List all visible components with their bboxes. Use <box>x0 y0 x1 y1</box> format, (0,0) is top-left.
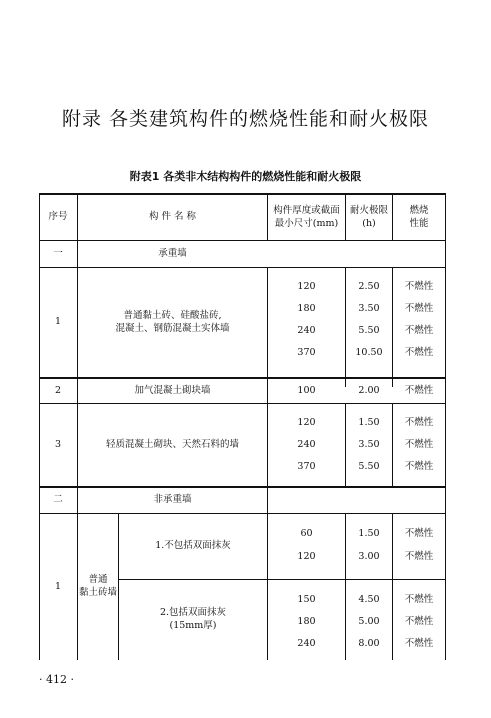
perf-value: 不燃性 <box>404 438 434 450</box>
header-name: 构 件 名 称 <box>148 211 197 223</box>
section-title: 承重墙 <box>158 247 187 259</box>
perf-value: 不燃性 <box>404 302 434 314</box>
section-seq: 一 <box>53 247 63 259</box>
section-seq: 二 <box>53 494 63 506</box>
perf-value: 不燃性 <box>404 550 434 562</box>
row-name: 轻质混凝土砌块、天然石料的墙 <box>105 438 239 450</box>
table-border-right <box>445 193 446 660</box>
perf-value: 不燃性 <box>404 460 434 472</box>
page-title: 附录 各类建筑构件的燃烧性能和耐火极限 <box>61 108 430 130</box>
thickness-value: 370 <box>297 460 316 472</box>
thickness-value: 150 <box>297 593 316 605</box>
row-name: 加气混凝土砌块墙 <box>134 384 211 396</box>
perf-value: 不燃性 <box>404 527 434 539</box>
perf-value: 不燃性 <box>404 593 434 605</box>
perf-value: 不燃性 <box>404 346 434 358</box>
page-number: · 412 · <box>39 673 74 686</box>
thickness-value: 240 <box>297 637 316 649</box>
limit-value: 5.50 <box>358 324 380 336</box>
header-thickness: 构件厚度或截面 最小尺寸(mm) <box>273 204 340 229</box>
thickness-value: 180 <box>297 302 316 314</box>
row-name: 普通 黏土砖墙 <box>78 574 117 598</box>
thickness-value: 370 <box>297 346 316 358</box>
section-title: 非承重墙 <box>153 494 192 506</box>
perf-value: 不燃性 <box>404 637 434 649</box>
limit-value: 1.50 <box>358 416 380 428</box>
limit-value: 3.50 <box>358 302 380 314</box>
row-seq: 1 <box>54 316 62 328</box>
limit-value: 2.50 <box>358 280 380 292</box>
fire-resistance-table <box>39 193 446 660</box>
row-seq: 1 <box>54 580 62 592</box>
limit-value: 4.50 <box>358 593 380 605</box>
limit-value: 10.50 <box>355 346 383 358</box>
thickness-value: 180 <box>297 615 316 627</box>
limit-value: 5.50 <box>358 460 380 472</box>
row-seq: 2 <box>54 384 62 396</box>
thickness-value: 60 <box>300 527 313 539</box>
header-seq: 序号 <box>48 211 68 223</box>
sub-name: 2.包括双面抹灰 (15mm厚) <box>159 607 227 631</box>
thickness-value: 120 <box>297 280 316 292</box>
row-seq: 3 <box>54 438 62 450</box>
limit-value: 5.00 <box>358 615 380 627</box>
thickness-value: 120 <box>297 550 316 562</box>
sub-name: 1.不包括双面抹灰 <box>155 540 231 552</box>
perf-value: 不燃性 <box>404 615 434 627</box>
limit-value: 8.00 <box>358 637 380 649</box>
thickness-value: 240 <box>297 438 316 450</box>
limit-value: 3.50 <box>358 438 380 450</box>
perf-value: 不燃性 <box>404 384 434 396</box>
limit-value: 1.50 <box>358 527 380 539</box>
perf-value: 不燃性 <box>404 324 434 336</box>
row-name: 普通黏土砖、硅酸盐砖, 混凝土、钢筋混凝土实体墙 <box>115 309 230 334</box>
table-caption: 附表1 各类非木结构构件的燃烧性能和耐火极限 <box>129 170 362 183</box>
perf-value: 不燃性 <box>404 416 434 428</box>
perf-value: 不燃性 <box>404 280 434 292</box>
thickness-value: 240 <box>297 324 316 336</box>
limit-value: 3.00 <box>358 550 380 562</box>
thickness-value: 120 <box>297 416 316 428</box>
header-perf: 燃烧 性能 <box>409 204 429 229</box>
limit-value: 2.00 <box>358 384 380 396</box>
thickness-value: 100 <box>297 384 316 396</box>
header-limit: 耐火极限 (h) <box>349 204 388 229</box>
